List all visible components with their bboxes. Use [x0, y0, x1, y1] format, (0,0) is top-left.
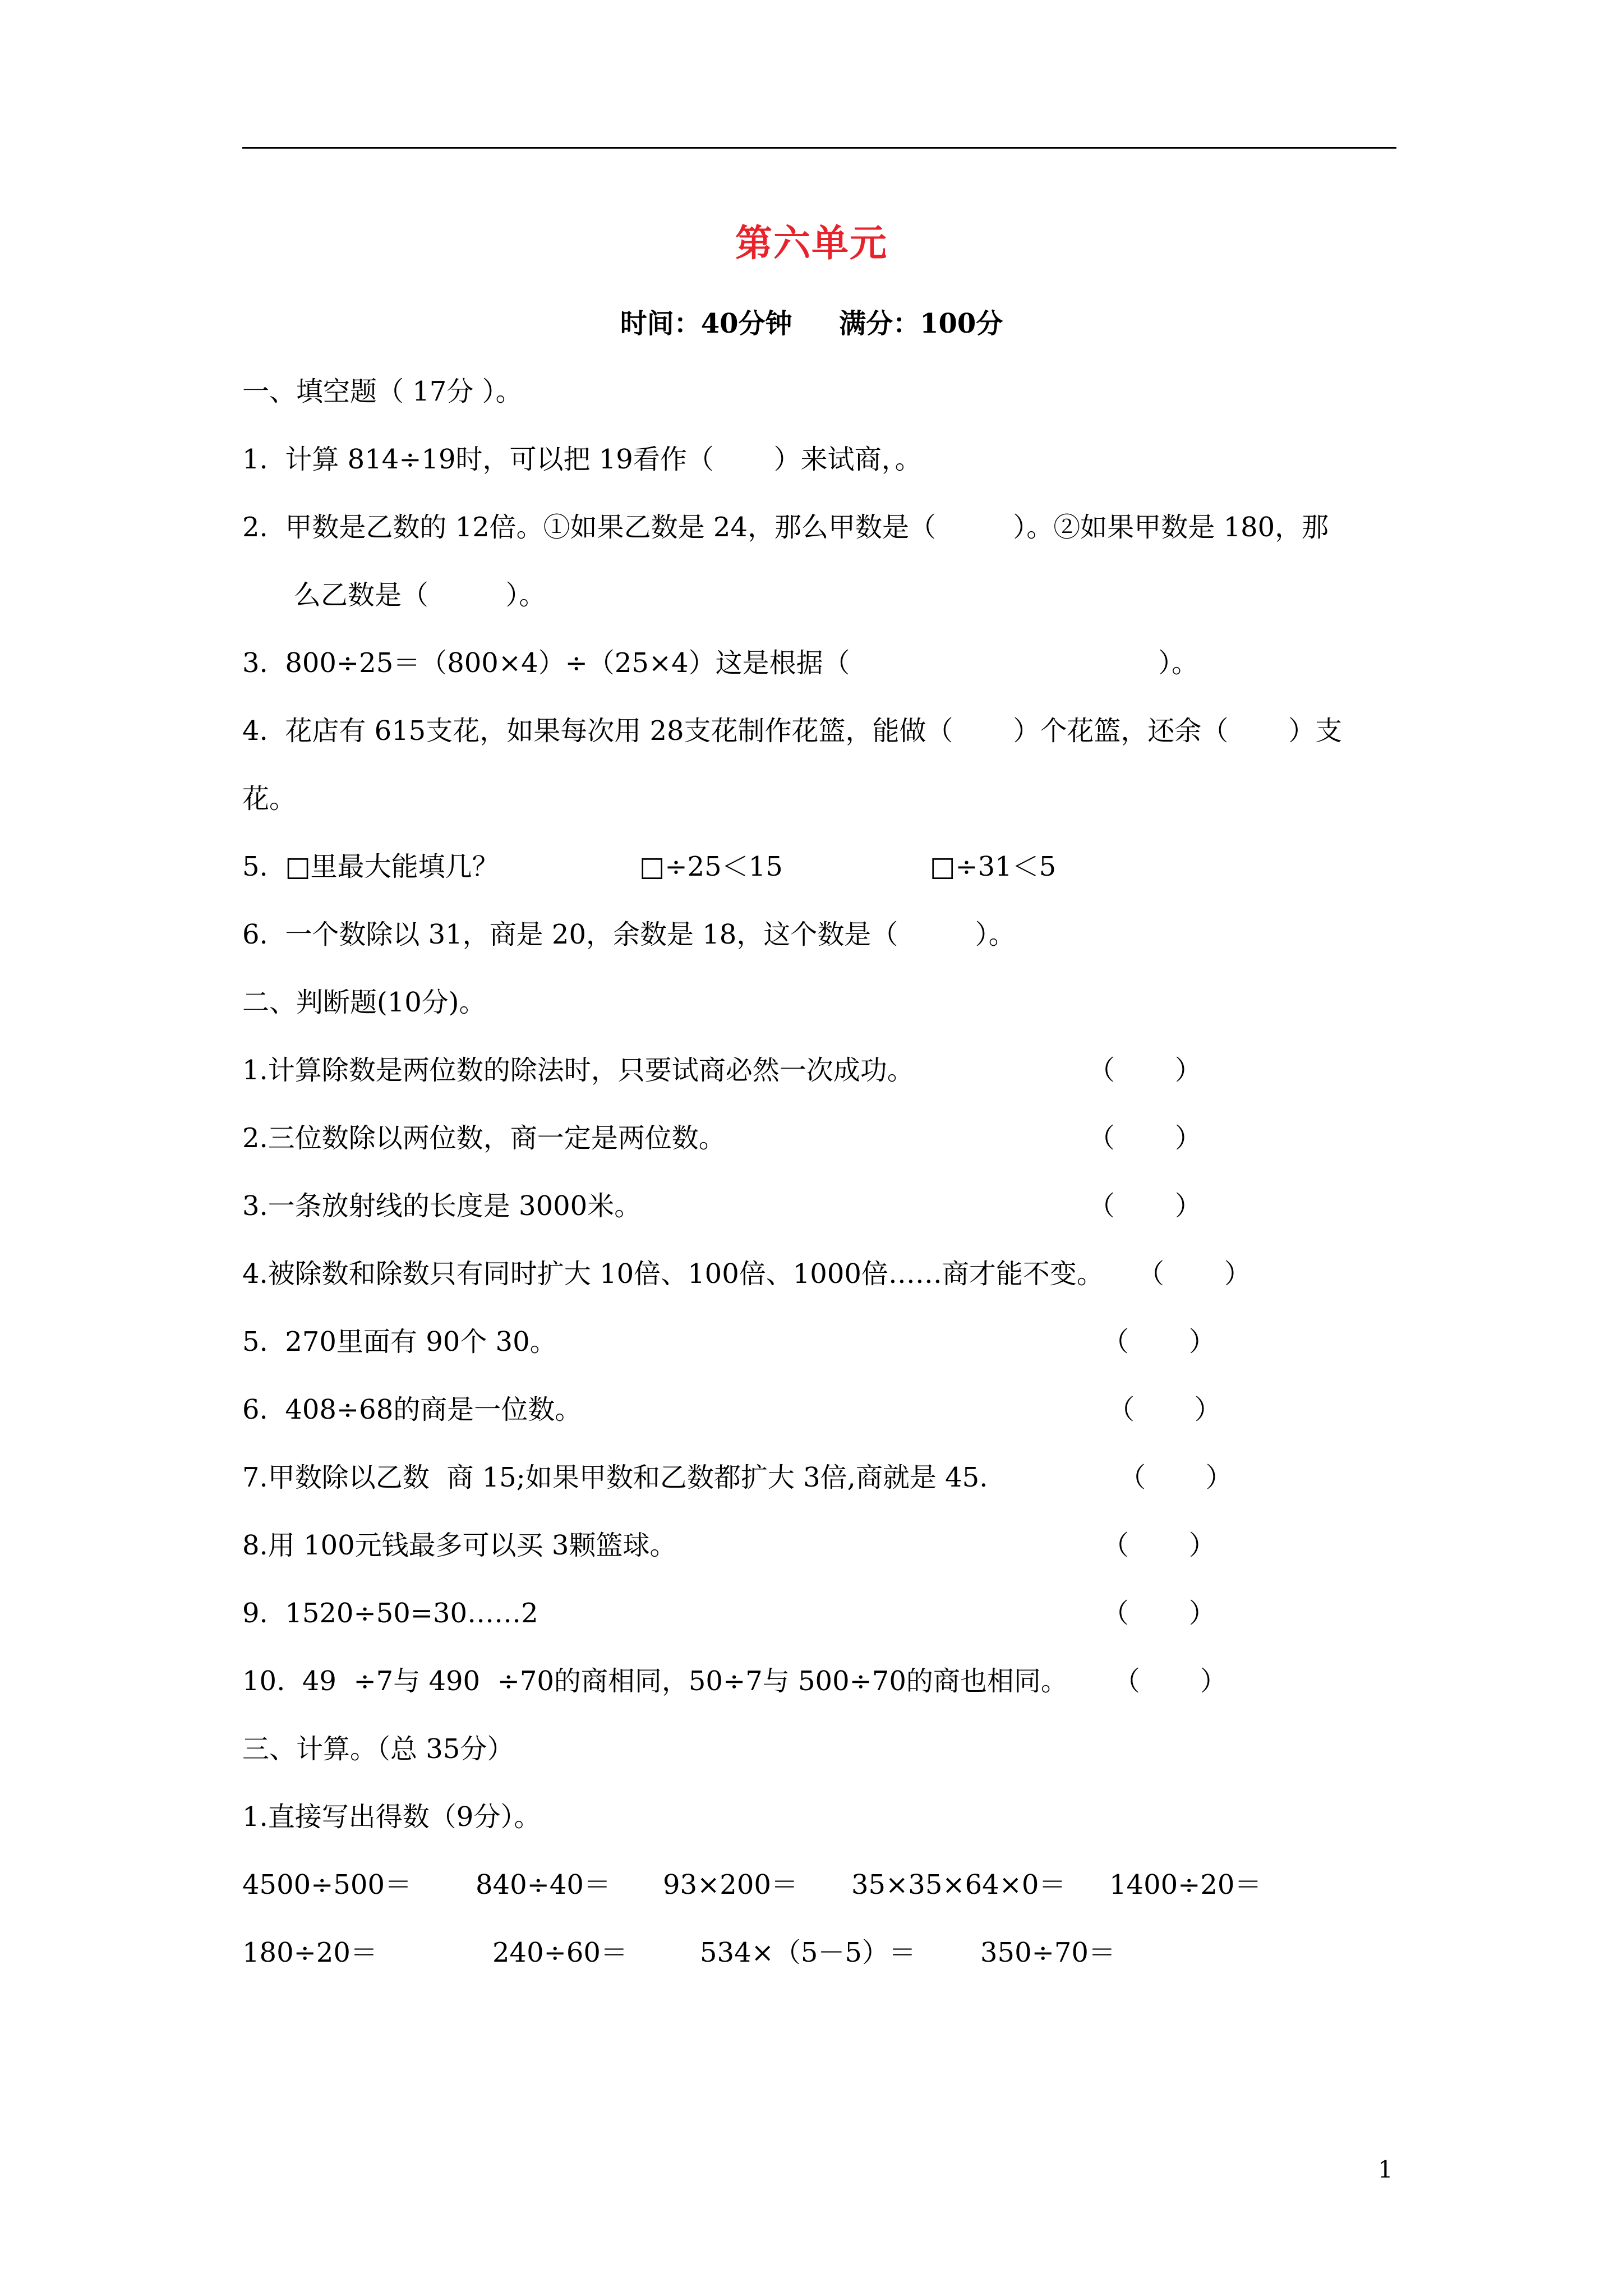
judge-item-text: 9. 1520÷50=30……2: [242, 1598, 538, 1629]
header-rule: [242, 147, 1396, 149]
judge-item-text: 10. 49 ÷7与 490 ÷70的商相同，50÷7与 500÷70的商也相同。: [242, 1665, 1068, 1697]
question-5-expression-a: □÷25＜15: [639, 851, 783, 882]
judge-item-text: 3.一条放射线的长度是 3000米。: [242, 1190, 642, 1222]
calc-problem: 180÷20＝: [242, 1937, 377, 1968]
calc-problem: 35×35×64×0＝: [851, 1869, 1066, 1901]
judge-item-answer-blank: （ ）: [1088, 1055, 1202, 1086]
question-5-expression-b: □÷31＜5: [930, 851, 1057, 882]
section-heading-calculation: 三、计算。（总 35分）: [242, 1733, 514, 1765]
judge-item-text: 6. 408÷68的商是一位数。: [242, 1394, 582, 1425]
question-2-line-1: 2. 甲数是乙数的 12倍。①如果乙数是 24，那么甲数是（ ）。②如果甲数是 180，那: [242, 512, 1329, 543]
question-2-line-2: 么乙数是（ ）。: [294, 579, 546, 611]
section-heading-fill-blank: 一、填空题（ 17分 ）。: [242, 376, 523, 407]
judge-item-text: 1.计算除数是两位数的除法时，只要试商必然一次成功。: [242, 1055, 914, 1086]
question-4-line-1: 4. 花店有 615支花，如果每次用 28支花制作花篮，能做（ ）个花篮，还余（ ）支: [242, 715, 1343, 747]
calc-problem: 240÷60＝: [492, 1937, 628, 1968]
calc-problem: 534×（5－5）＝: [700, 1937, 916, 1968]
judge-item-text: 7.甲数除以乙数 商 15;如果甲数和乙数都扩大 3倍,商就是 45.: [242, 1462, 988, 1493]
judge-item-text: 5. 270里面有 90个 30。: [242, 1326, 557, 1358]
judge-item-answer-blank: （ ）: [1119, 1462, 1233, 1493]
page-title: 第六单元: [735, 221, 888, 265]
judge-item-answer-blank: （ ）: [1113, 1665, 1227, 1697]
judge-item-answer-blank: （ ）: [1102, 1530, 1216, 1561]
calc-problem: 1400÷20＝: [1109, 1869, 1262, 1901]
question-3: 3. 800÷25＝（800×4）÷（25×4）这是根据（ ）。: [242, 647, 1198, 679]
question-4-line-2: 花。: [242, 783, 297, 815]
section-heading-true-false: 二、判断题(10分)。: [242, 987, 486, 1018]
judge-item-text: 8.用 100元钱最多可以买 3颗篮球。: [242, 1530, 677, 1561]
judge-item-answer-blank: （ ）: [1137, 1258, 1251, 1290]
judge-item-answer-blank: （ ）: [1088, 1122, 1202, 1154]
judge-item-text: 4.被除数和除数只有同时扩大 10倍、100倍、1000倍……商才能不变。: [242, 1258, 1104, 1290]
question-5-label: 5. □里最大能填几？: [242, 851, 499, 882]
judge-item-answer-blank: （ ）: [1108, 1394, 1221, 1425]
page-number: 1: [1378, 2156, 1393, 2183]
calc-problem: 350÷70＝: [980, 1937, 1115, 1968]
calc-problem: 840÷40＝: [476, 1869, 611, 1901]
judge-item-answer-blank: （ ）: [1102, 1598, 1216, 1629]
question-6: 6. 一个数除以 31，商是 20，余数是 18，这个数是（ ）。: [242, 919, 1016, 950]
judge-item-text: 2.三位数除以两位数，商一定是两位数。: [242, 1122, 726, 1154]
calc-problem: 93×200＝: [663, 1869, 798, 1901]
judge-item-answer-blank: （ ）: [1088, 1190, 1202, 1222]
question-1: 1. 计算 814÷19时，可以把 19看作（ ）来试商，。: [242, 444, 922, 475]
calc-problem: 4500÷500＝: [242, 1869, 412, 1901]
judge-item-answer-blank: （ ）: [1102, 1326, 1216, 1358]
calc-subheading: 1.直接写出得数（9分）。: [242, 1801, 541, 1833]
exam-info: 时间：40分钟 满分：100分: [620, 308, 1003, 339]
